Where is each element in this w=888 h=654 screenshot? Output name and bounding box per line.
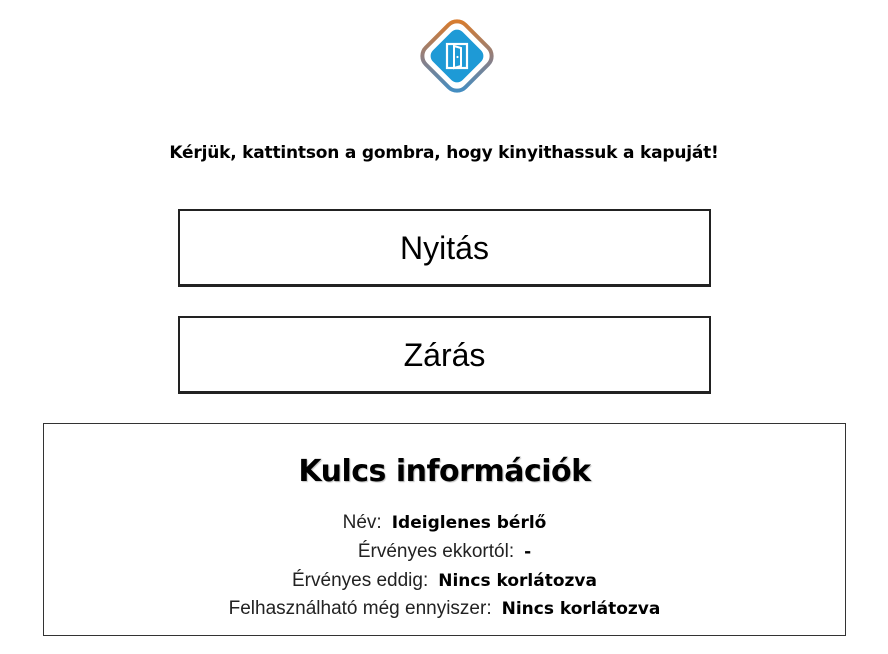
instruction-text: Kérjük, kattintson a gombra, hogy kinyithassuk a kapuját! — [169, 143, 719, 163]
key-info-title: Kulcs információk — [298, 454, 591, 489]
info-row-valid-from — [44, 541, 845, 563]
info-label: Érvényes eddig: — [292, 570, 429, 591]
info-label: Név: — [342, 512, 382, 533]
app-logo — [409, 8, 505, 104]
door-icon — [409, 8, 505, 104]
info-row-name — [44, 512, 845, 534]
info-row-valid-until — [44, 570, 845, 592]
info-value: Nincs korlátozva — [501, 599, 661, 619]
info-value: Nincs korlátozva — [438, 571, 597, 591]
info-value: - — [524, 542, 532, 562]
info-value: Ideiglenes bérlő — [391, 513, 547, 533]
info-label: Érvényes ekkortól: — [357, 541, 515, 562]
info-label: Felhasználható még ennyiszer: — [228, 598, 492, 619]
open-gate-button[interactable]: Nyitás — [178, 209, 711, 287]
info-row-remaining-uses — [44, 598, 845, 620]
close-gate-button[interactable]: Zárás — [178, 316, 711, 394]
key-info-panel — [43, 423, 846, 636]
